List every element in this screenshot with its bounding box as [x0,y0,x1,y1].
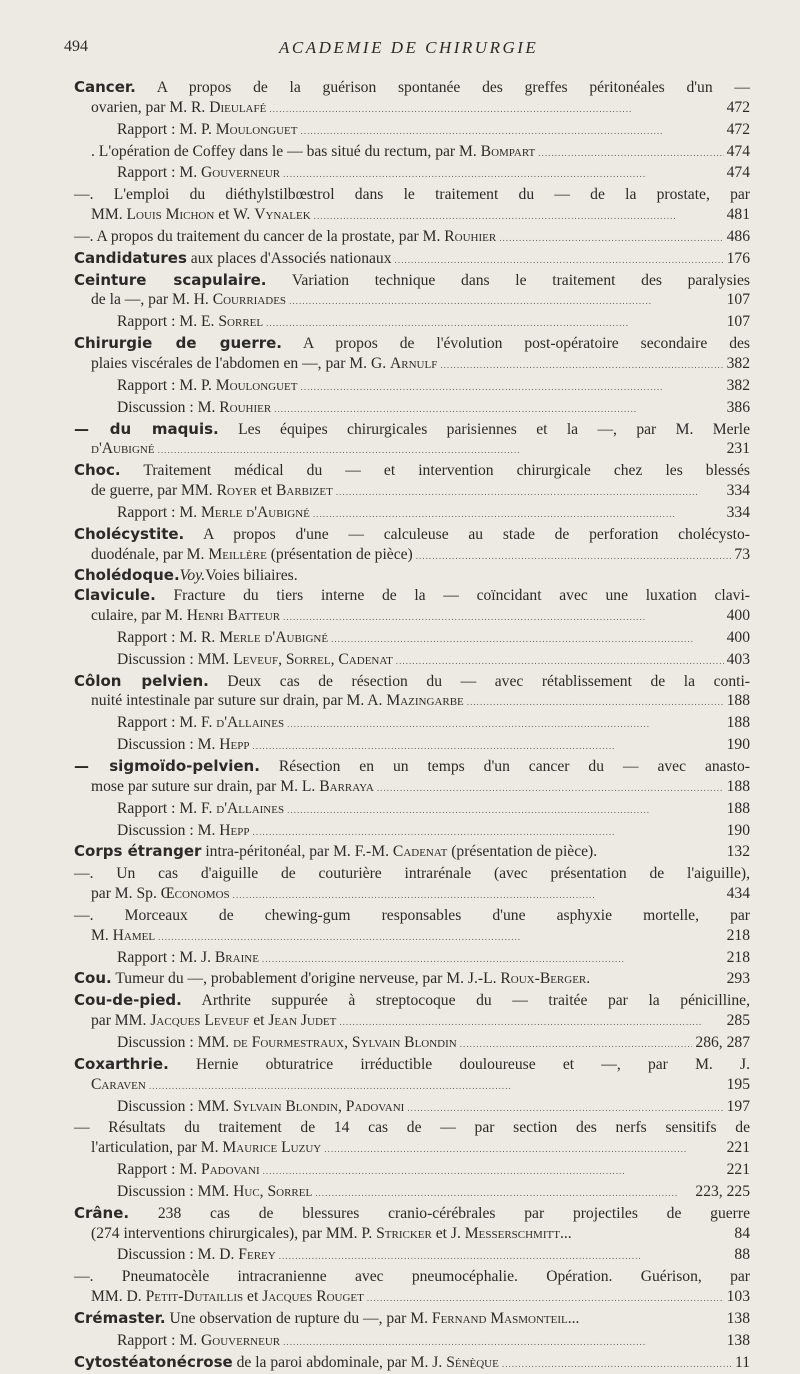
index-entry: Clavicule. Fracture du tiers interne de la — coïncidant avec une luxation clavi- [74,586,750,605]
index-entry: Corps étranger intra-péritonéal, par M. F.-M. Cadenat (présentation de pièce). 132 [74,842,750,861]
index-entry: M. Hamel . . . 218 [74,926,750,948]
index-entry: Rapport : M. Merle d'Aubigné . . . 334 [74,503,750,525]
index-entry: — Résultats du traitement de 14 cas de — par section des nerfs sensitifs de [74,1119,750,1137]
index-entry: —. Pneumatocèle intracranienne avec pneumocéphalie. Opération. Guérison, par [74,1268,750,1286]
index-entry: Discussion : M. D. Ferey . . . 88 [74,1245,750,1267]
index-entry: . L'opération de Coffey dans le — bas situé du rectum, par M. Bompart . . . 474 [74,142,750,164]
subject-index [74,78,750,1374]
index-entry: de la —, par M. H. Courriades . . . 107 [74,290,750,312]
index-entry: Chirurgie de guerre. A propos de l'évolution post-opératoire secondaire des [74,334,750,353]
index-entry: Ceinture scapulaire. Variation technique dans le traitement des paralysies [74,270,750,289]
page-header [64,38,764,60]
index-entry: plaies viscérales de l'abdomen en —, par M. G. Arnulf . . . 382 [74,354,750,376]
index-entry: Cou. Tumeur du —, probablement d'origine nerveuse, par M. J.-L. Roux-Berger. 293 [74,969,750,988]
index-entry: MM. D. Petit-Dutaillis et Jacques Rouget . . . 103 [74,1287,750,1309]
index-entry: — du maquis. Les équipes chirurgicales parisiennes et la —, par M. Merle [74,419,751,438]
index-entry: Coxarthrie. Hernie obturatrice irréductible douloureuse et —, par M. J. [74,1054,750,1073]
index-entry: Choc. Traitement médical du — et intervention chirurgicale chez les blessés [74,461,750,480]
index-entry: Rapport : M. R. Merle d'Aubigné . . . 400 [74,628,750,650]
index-entry: Discussion : M. Hepp . . . 190 [74,821,750,843]
index-entry: Discussion : M. Hepp . . . 190 [74,735,750,757]
index-entry: l'articulation, par M. Maurice Luzuy . . . 221 [74,1138,750,1160]
index-entry: Discussion : MM. Leveuf, Sorrel, Cadenat . . . 403 [74,650,750,672]
index-entry: Rapport : M. Gouverneur . . . 138 [74,1331,750,1353]
index-entry: Cholédoque. Voy. Voies biliaires. [74,566,298,585]
index-entry: Candidatures aux places d'Associés nationaux . . . 176 [74,249,750,271]
index-entry: Rapport : M. P. Moulonguet . . . 382 [74,376,750,398]
index-entry: —. L'emploi du diéthylstilbœstrol dans le traitement du — de la prostate, par [74,186,750,204]
index-entry: —. Un cas d'aiguille de couturière intrarénale (avec présentation de l'aiguille), [74,865,750,883]
index-entry: Discussion : MM. Sylvain Blondin, Padovani . . . 197 [74,1097,750,1119]
index-entry: Caraven . . . 195 [74,1075,750,1097]
index-entry: Discussion : MM. de Fourmestraux, Sylvain Blondin . . . 286, 287 [74,1033,750,1055]
index-entry: de guerre, par MM. Royer et Barbizet . . . 334 [74,481,750,503]
index-entry: duodénale, par M. Meillère (présentation de pièce) . . . 73 [74,545,750,567]
index-entry: nuité intestinale par suture sur drain, par M. A. Mazingarbe . . . 188 [74,691,750,713]
index-entry: par MM. Jacques Leveuf et Jean Judet . . . 285 [74,1011,750,1033]
index-entry: Rapport : M. J. Braine . . . 218 [74,948,750,970]
index-entry: Rapport : M. Padovani . . . 221 [74,1160,750,1182]
page-number: 494 [64,38,88,55]
index-entry: — sigmoïdo-pelvien. Résection en un temps d'un cancer du — avec anasto- [74,757,750,775]
index-entry: Discussion : M. Rouhier . . . 386 [74,398,750,420]
index-entry: Cytostéatonécrose de la paroi abdominale, par M. J. Sénèque . . . 11 [74,1353,750,1374]
index-entry: Cou-de-pied. Arthrite suppurée à streptocoque du — traitée par la pénicilline, [74,991,750,1010]
index-entry: MM. Louis Michon et W. Vynalek . . . 481 [74,205,750,227]
index-entry: Côlon pelvien. Deux cas de résection du — avec rétablissement de la conti- [74,671,750,690]
index-entry: mose par suture sur drain, par M. L. Barraya . . . 188 [74,777,750,799]
index-entry: par M. Sp. Œconomos . . . 434 [74,884,750,906]
index-entry: Cancer. A propos de la guérison spontanée des greffes péritonéales d'un — [74,78,750,96]
index-entry: Rapport : M. Gouverneur . . . 474 [74,163,750,185]
index-entry: ovarien, par M. R. Dieulafé . . . 472 [74,98,750,120]
running-title: ACADEMIE DE CHIRURGIE [279,38,539,57]
index-entry: Discussion : MM. Huc, Sorrel . . . 223, 225 [74,1182,750,1204]
index-entry: Cholécystite. A propos d'une — calculeuse au stade de perforation cholécysto- [74,524,750,543]
index-entry: —. Morceaux de chewing-gum responsables d'une asphyxie mortelle, par [74,906,750,924]
index-entry: Crâne. 238 cas de blessures cranio-cérébrales par projectiles de guerre [74,1203,750,1222]
index-entry: —. A propos du traitement du cancer de la prostate, par M. Rouhier . . . 486 [74,227,750,249]
index-entry: Rapport : M. F. d'Allaines . . . 188 [74,713,750,735]
index-entry: culaire, par M. Henri Batteur . . . 400 [74,606,750,628]
index-entry: Rapport : M. F. d'Allaines . . . 188 [74,799,750,821]
index-entry: Rapport : M. E. Sorrel . . . 107 [74,312,750,334]
index-entry: Rapport : M. P. Moulonguet . . . 472 [74,120,750,142]
index-entry: (274 interventions chirurgicales), par MM. P. Stricker et J. Messerschmitt... 84 [91,1224,750,1242]
index-entry: Crémaster. Une observation de rupture du —, par M. Fernand Masmonteil... 138 [74,1308,750,1327]
index-entry: d'Aubigné . . . 231 [74,439,750,461]
